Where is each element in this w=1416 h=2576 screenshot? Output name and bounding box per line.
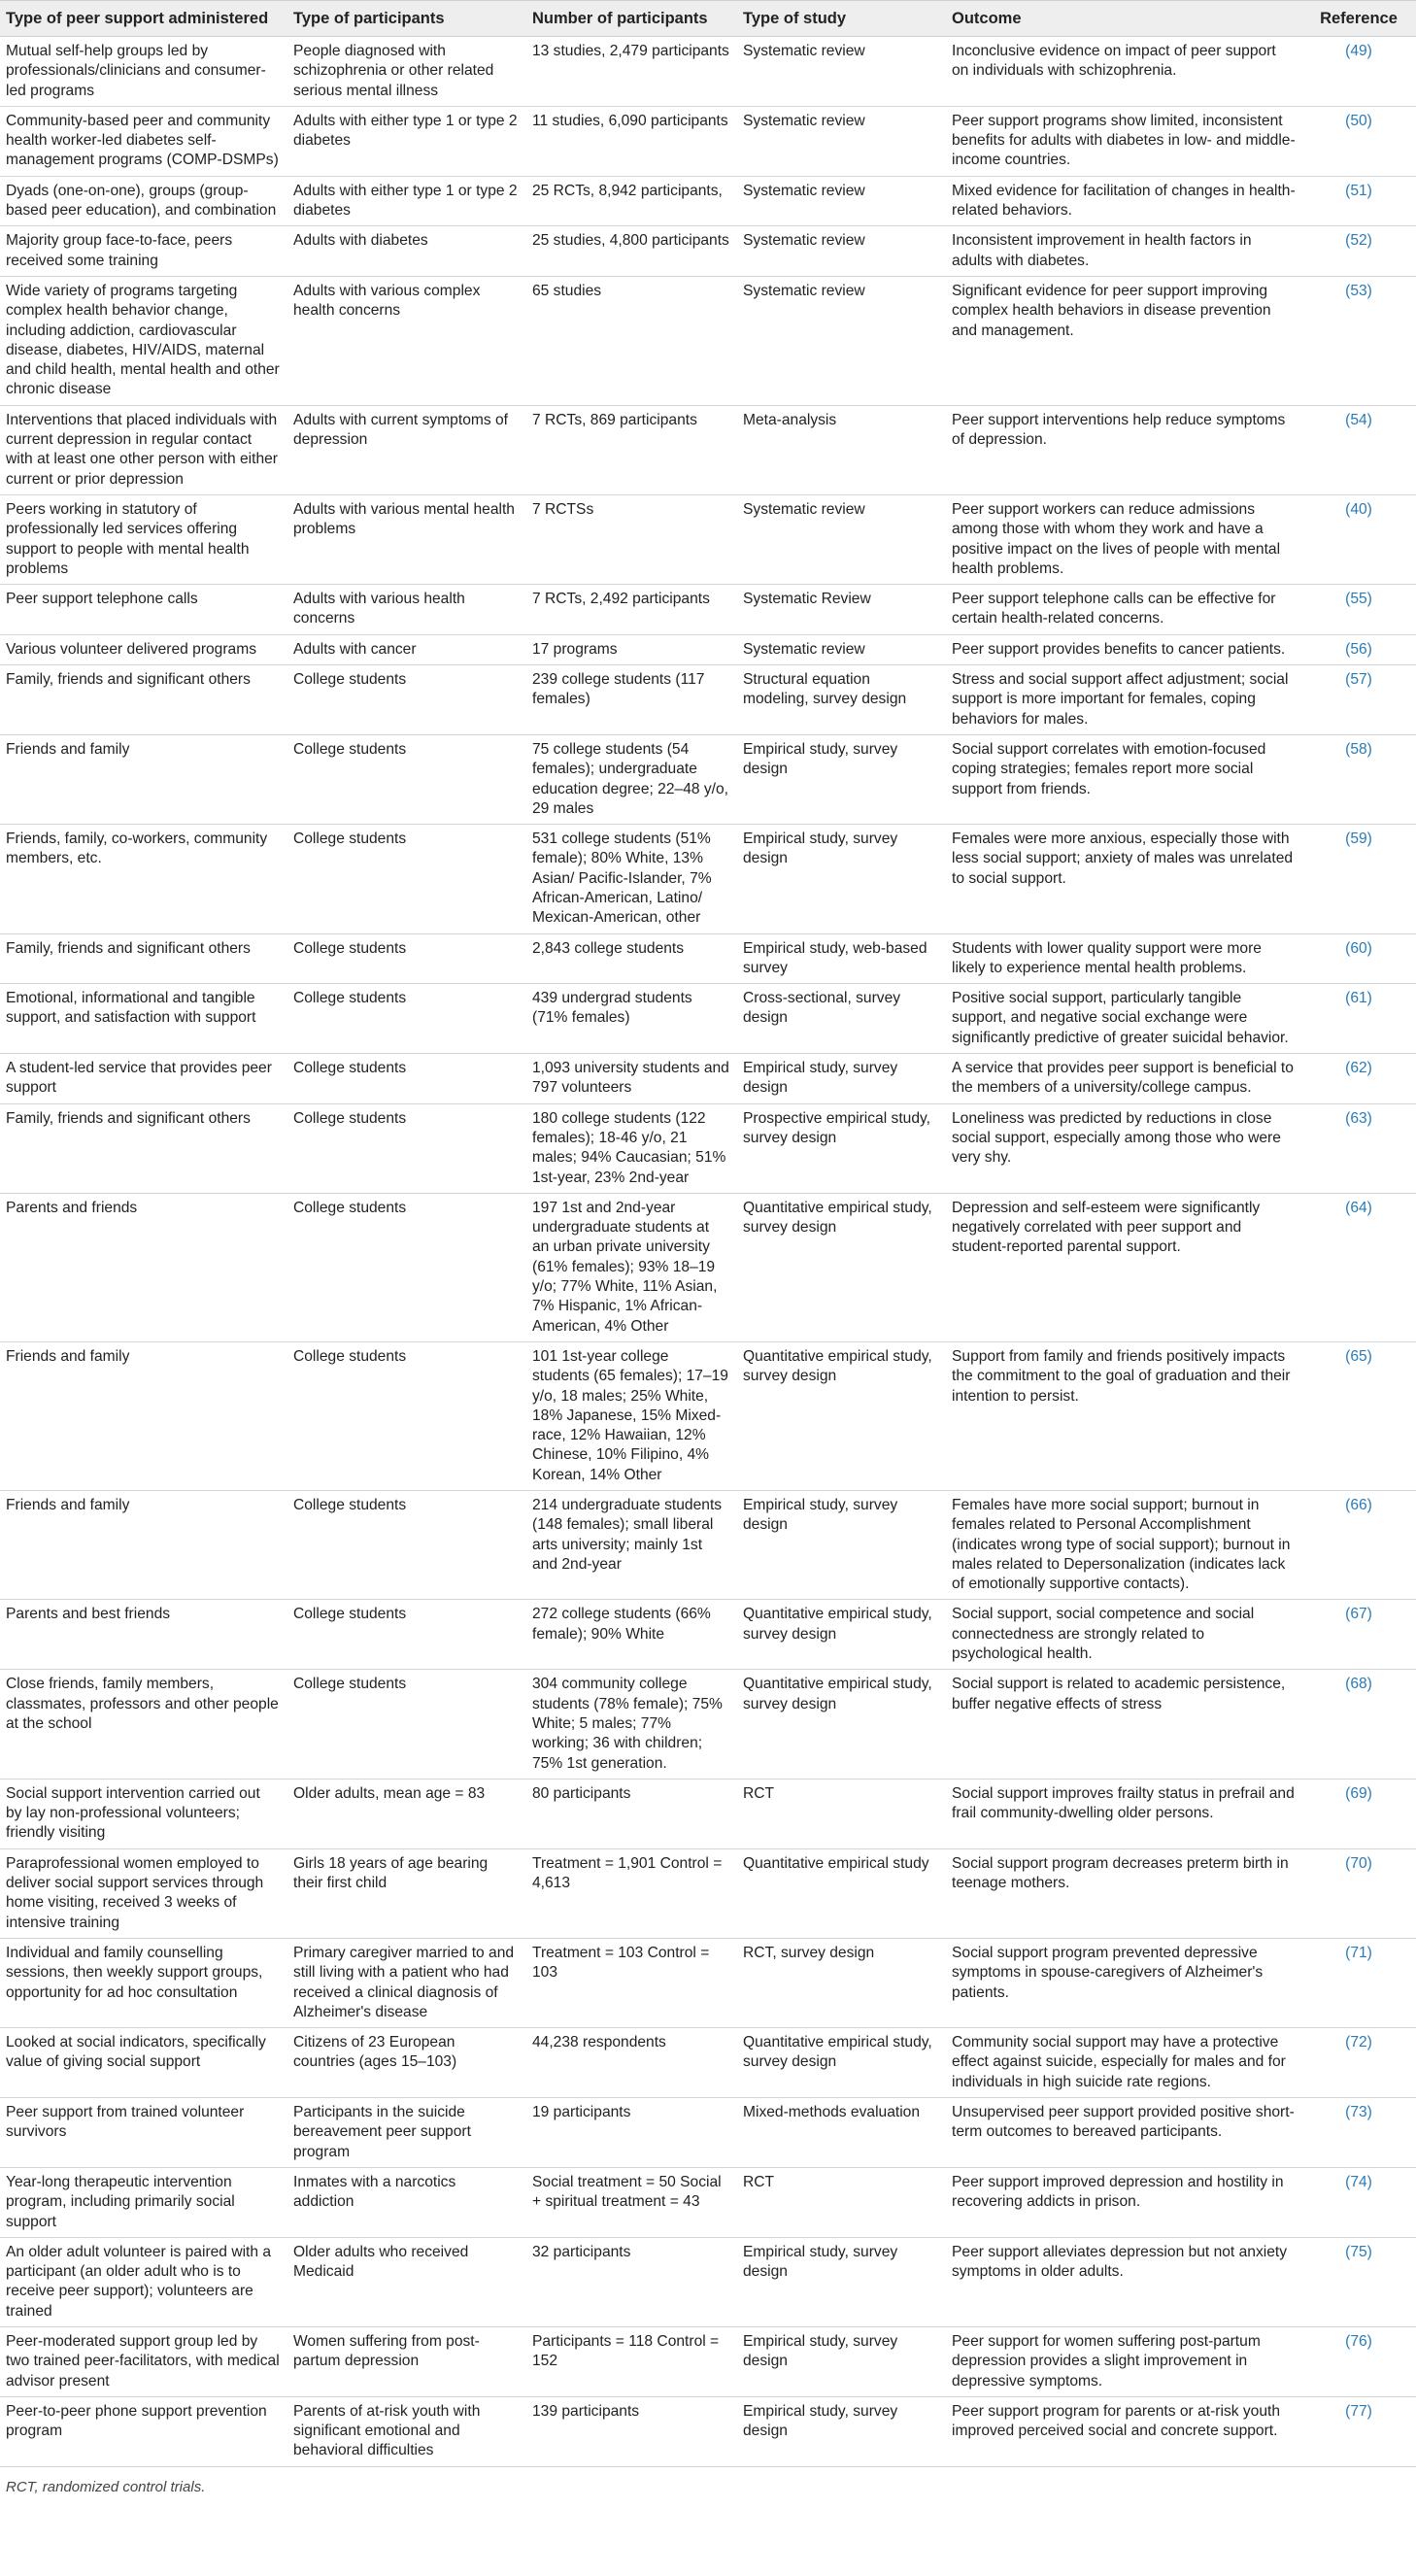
cell-outcome: Peer support program for parents or at-risk youth improved perceived social and concrete support. <box>946 2396 1303 2466</box>
cell-participant-type: College students <box>287 1491 526 1600</box>
cell-peer-support-type: Various volunteer delivered programs <box>0 634 287 664</box>
cell-participant-type: College students <box>287 1341 526 1490</box>
cell-participant-type: Adults with various health concerns <box>287 585 526 635</box>
table-row <box>0 176 1416 226</box>
cell-study-type: Quantitative empirical study, survey design <box>737 1670 946 1779</box>
cell-participant-type: Adults with either type 1 or type 2 diabetes <box>287 176 526 226</box>
cell-reference[interactable]: (59) <box>1303 825 1416 933</box>
cell-peer-support-type: Peer-moderated support group led by two trained peer-facilitators, with medical advisor present <box>0 2326 287 2396</box>
cell-peer-support-type: Peer support from trained volunteer survivors <box>0 2098 287 2168</box>
cell-participant-count: 2,843 college students <box>526 933 737 984</box>
cell-reference[interactable]: (40) <box>1303 494 1416 584</box>
cell-participant-type: Primary caregiver married to and still living with a patient who had received a clinical diagnosis of Alzheimer's disease <box>287 1938 526 2027</box>
header-participant-count: Number of participants <box>526 1 737 37</box>
cell-participant-count: 272 college students (66% female); 90% White <box>526 1600 737 1670</box>
cell-participant-type: Adults with various mental health problems <box>287 494 526 584</box>
cell-participant-count: 214 undergraduate students (148 females); small liberal arts university; mainly 1st and 2nd-year <box>526 1491 737 1600</box>
cell-outcome: Positive social support, particularly tangible support, and negative social exchange were significantly predictive of greater suicidal behavior. <box>946 984 1303 1054</box>
cell-participant-count: 304 community college students (78% female); 75% White; 5 males; 77% working; 36 with children; 75% 1st generation. <box>526 1670 737 1779</box>
cell-participant-type: Adults with diabetes <box>287 226 526 277</box>
cell-study-type: Cross-sectional, survey design <box>737 984 946 1054</box>
cell-peer-support-type: Paraprofessional women employed to deliver social support services through home visiting, received 3 weeks of intensive training <box>0 1848 287 1938</box>
cell-reference[interactable]: (68) <box>1303 1670 1416 1779</box>
cell-outcome: Peer support for women suffering post-partum depression provides a slight improvement in depressive symptoms. <box>946 2326 1303 2396</box>
cell-study-type: Empirical study, survey design <box>737 2237 946 2326</box>
cell-study-type: Mixed-methods evaluation <box>737 2098 946 2168</box>
cell-outcome: Peer support telephone calls can be effective for certain health-related concerns. <box>946 585 1303 635</box>
table-row <box>0 585 1416 635</box>
cell-reference[interactable]: (67) <box>1303 1600 1416 1670</box>
cell-participant-count: Participants = 118 Control = 152 <box>526 2326 737 2396</box>
cell-study-type: Quantitative empirical study, survey design <box>737 1193 946 1341</box>
cell-outcome: Community social support may have a protective effect against suicide, especially for males and for individuals in high suicide rate regions. <box>946 2028 1303 2098</box>
cell-participant-count: Treatment = 1,901 Control = 4,613 <box>526 1848 737 1938</box>
cell-peer-support-type: Social support intervention carried out by lay non-professional volunteers; friendly visiting <box>0 1779 287 1848</box>
table-row <box>0 2237 1416 2326</box>
cell-study-type: Structural equation modeling, survey design <box>737 665 946 735</box>
cell-peer-support-type: Peer-to-peer phone support prevention program <box>0 2396 287 2466</box>
cell-study-type: RCT <box>737 1779 946 1848</box>
table-row <box>0 933 1416 984</box>
cell-reference[interactable]: (58) <box>1303 734 1416 824</box>
cell-reference[interactable]: (73) <box>1303 2098 1416 2168</box>
cell-reference[interactable]: (54) <box>1303 405 1416 494</box>
cell-study-type: Prospective empirical study, survey design <box>737 1103 946 1193</box>
header-participant-type: Type of participants <box>287 1 526 37</box>
cell-reference[interactable]: (70) <box>1303 1848 1416 1938</box>
cell-participant-type: Adults with current symptoms of depression <box>287 405 526 494</box>
cell-participant-count: 13 studies, 2,479 participants <box>526 37 737 107</box>
table-row <box>0 2167 1416 2237</box>
header-peer-support-type: Type of peer support administered <box>0 1 287 37</box>
table-body <box>0 37 1416 2467</box>
cell-reference[interactable]: (62) <box>1303 1054 1416 1104</box>
cell-outcome: Females were more anxious, especially those with less social support; anxiety of males was unrelated to social support. <box>946 825 1303 933</box>
cell-reference[interactable]: (53) <box>1303 276 1416 405</box>
cell-study-type: Systematic review <box>737 176 946 226</box>
cell-reference[interactable]: (55) <box>1303 585 1416 635</box>
table-row <box>0 226 1416 277</box>
cell-participant-count: 7 RCTs, 2,492 participants <box>526 585 737 635</box>
cell-peer-support-type: Family, friends and significant others <box>0 665 287 735</box>
table-row <box>0 825 1416 933</box>
cell-participant-count: 19 participants <box>526 2098 737 2168</box>
cell-participant-type: College students <box>287 665 526 735</box>
cell-reference[interactable]: (52) <box>1303 226 1416 277</box>
cell-participant-count: 44,238 respondents <box>526 2028 737 2098</box>
cell-reference[interactable]: (56) <box>1303 634 1416 664</box>
cell-reference[interactable]: (51) <box>1303 176 1416 226</box>
cell-participant-count: 75 college students (54 females); undergraduate education degree; 22–48 y/o, 29 males <box>526 734 737 824</box>
cell-outcome: Peer support interventions help reduce symptoms of depression. <box>946 405 1303 494</box>
cell-outcome: Females have more social support; burnout in females related to Personal Accomplishment (indicates wrong type of social support); burnout in males related to Depersonalization (indicates lack of emotionally supportive contacts). <box>946 1491 1303 1600</box>
cell-participant-type: College students <box>287 1670 526 1779</box>
table-row <box>0 634 1416 664</box>
cell-outcome: Peer support workers can reduce admissions among those with whom they work and have a positive impact on the lives of people with mental health problems. <box>946 494 1303 584</box>
cell-study-type: Systematic review <box>737 226 946 277</box>
cell-outcome: Social support is related to academic persistence, buffer negative effects of stress <box>946 1670 1303 1779</box>
cell-participant-count: 17 programs <box>526 634 737 664</box>
cell-study-type: Systematic review <box>737 276 946 405</box>
cell-outcome: Peer support alleviates depression but not anxiety symptoms in older adults. <box>946 2237 1303 2326</box>
cell-outcome: Inconsistent improvement in health factors in adults with diabetes. <box>946 226 1303 277</box>
cell-study-type: Systematic review <box>737 634 946 664</box>
cell-participant-count: 25 RCTs, 8,942 participants, <box>526 176 737 226</box>
cell-participant-type: Inmates with a narcotics addiction <box>287 2167 526 2237</box>
cell-reference[interactable]: (60) <box>1303 933 1416 984</box>
cell-participant-type: Adults with either type 1 or type 2 diabetes <box>287 106 526 176</box>
cell-reference[interactable]: (63) <box>1303 1103 1416 1193</box>
cell-outcome: Social support program decreases preterm birth in teenage mothers. <box>946 1848 1303 1938</box>
cell-participant-type: College students <box>287 1054 526 1104</box>
cell-participant-type: Adults with various complex health concerns <box>287 276 526 405</box>
cell-reference[interactable]: (69) <box>1303 1779 1416 1848</box>
cell-study-type: Empirical study, survey design <box>737 734 946 824</box>
cell-peer-support-type: Dyads (one-on-one), groups (group-based peer education), and combination <box>0 176 287 226</box>
cell-outcome: A service that provides peer support is beneficial to the members of a university/college campus. <box>946 1054 1303 1104</box>
cell-reference[interactable]: (50) <box>1303 106 1416 176</box>
table-row <box>0 1491 1416 1600</box>
header-row <box>0 1 1416 37</box>
cell-participant-type: Women suffering from post-partum depression <box>287 2326 526 2396</box>
table-footnote: RCT, randomized control trials. <box>6 2478 206 2495</box>
cell-participant-count: 197 1st and 2nd-year undergraduate students at an urban private university (61% females); 93% 18–19 y/o; 77% White, 11% Asian, 7% Hispanic, 1% African-American, 4% Other <box>526 1193 737 1341</box>
header-study-type: Type of study <box>737 1 946 37</box>
table-row <box>0 494 1416 584</box>
cell-outcome: Stress and social support affect adjustment; social support is more important for females, coping behaviors for males. <box>946 665 1303 735</box>
cell-peer-support-type: Close friends, family members, classmates, professors and other people at the school <box>0 1670 287 1779</box>
table-row <box>0 1670 1416 1779</box>
cell-peer-support-type: An older adult volunteer is paired with a participant (an older adult who is to receive peer support); volunteers are trained <box>0 2237 287 2326</box>
cell-peer-support-type: Peers working in statutory of professionally led services offering support to people with mental health problems <box>0 494 287 584</box>
cell-reference[interactable]: (64) <box>1303 1193 1416 1341</box>
cell-peer-support-type: Family, friends and significant others <box>0 933 287 984</box>
table-row <box>0 276 1416 405</box>
cell-participant-count: 7 RCTs, 869 participants <box>526 405 737 494</box>
cell-study-type: Systematic Review <box>737 585 946 635</box>
cell-peer-support-type: Mutual self-help groups led by professionals/clinicians and consumer-led programs <box>0 37 287 107</box>
cell-study-type: Empirical study, survey design <box>737 2326 946 2396</box>
table-row <box>0 106 1416 176</box>
cell-reference[interactable]: (75) <box>1303 2237 1416 2326</box>
cell-participant-count: 139 participants <box>526 2396 737 2466</box>
cell-outcome: Loneliness was predicted by reductions in close social support, especially among those who were very shy. <box>946 1103 1303 1193</box>
cell-peer-support-type: Parents and friends <box>0 1193 287 1341</box>
cell-participant-type: College students <box>287 825 526 933</box>
cell-study-type: Quantitative empirical study <box>737 1848 946 1938</box>
cell-participant-count: 7 RCTSs <box>526 494 737 584</box>
cell-participant-count: 101 1st-year college students (65 females); 17–19 y/o, 18 males; 25% White, 18% Japanese, 15% Mixed-race, 12% Hawaiian, 12% Chinese, 10% Filipino, 4% Korean, 14% Other <box>526 1341 737 1490</box>
cell-reference[interactable]: (57) <box>1303 665 1416 735</box>
table-row <box>0 2326 1416 2396</box>
cell-outcome: Students with lower quality support were more likely to experience mental health problems. <box>946 933 1303 984</box>
table-row <box>0 734 1416 824</box>
cell-participant-type: People diagnosed with schizophrenia or other related serious mental illness <box>287 37 526 107</box>
header-outcome: Outcome <box>946 1 1303 37</box>
cell-peer-support-type: Friends, family, co-workers, community members, etc. <box>0 825 287 933</box>
table-row <box>0 37 1416 107</box>
cell-outcome: Support from family and friends positively impacts the commitment to the goal of graduation and their intention to persist. <box>946 1341 1303 1490</box>
cell-outcome: Peer support provides benefits to cancer patients. <box>946 634 1303 664</box>
cell-peer-support-type: Family, friends and significant others <box>0 1103 287 1193</box>
table-row <box>0 1600 1416 1670</box>
cell-participant-count: 239 college students (117 females) <box>526 665 737 735</box>
cell-outcome: Inconclusive evidence on impact of peer support on individuals with schizophrenia. <box>946 37 1303 107</box>
cell-participant-count: 180 college students (122 females); 18-46 y/o, 21 males; 94% Caucasian; 51% 1st-year, 23% 2nd-year <box>526 1103 737 1193</box>
cell-participant-type: College students <box>287 1103 526 1193</box>
cell-outcome: Social support, social competence and social connectedness are strongly related to psychological health. <box>946 1600 1303 1670</box>
cell-participant-type: College students <box>287 984 526 1054</box>
cell-peer-support-type: Looked at social indicators, specifically value of giving social support <box>0 2028 287 2098</box>
cell-outcome: Peer support programs show limited, inconsistent benefits for adults with diabetes in low- and middle-income countries. <box>946 106 1303 176</box>
table-row <box>0 1193 1416 1341</box>
table-row <box>0 405 1416 494</box>
cell-study-type: Quantitative empirical study, survey design <box>737 1341 946 1490</box>
table-row <box>0 665 1416 735</box>
cell-reference[interactable]: (71) <box>1303 1938 1416 2027</box>
cell-outcome: Depression and self-esteem were significantly negatively correlated with peer support and student-reported parental support. <box>946 1193 1303 1341</box>
cell-participant-count: 65 studies <box>526 276 737 405</box>
table-row <box>0 1341 1416 1490</box>
table-row <box>0 1779 1416 1848</box>
cell-study-type: Systematic review <box>737 494 946 584</box>
cell-participant-type: Older adults who received Medicaid <box>287 2237 526 2326</box>
cell-participant-type: Older adults, mean age = 83 <box>287 1779 526 1848</box>
cell-peer-support-type: Emotional, informational and tangible support, and satisfaction with support <box>0 984 287 1054</box>
cell-participant-count: 439 undergrad students (71% females) <box>526 984 737 1054</box>
table-row <box>0 1848 1416 1938</box>
cell-outcome: Unsupervised peer support provided positive short-term outcomes to bereaved participants. <box>946 2098 1303 2168</box>
cell-outcome: Social support correlates with emotion-focused coping strategies; females report more social support from friends. <box>946 734 1303 824</box>
table-row <box>0 1054 1416 1104</box>
table-row <box>0 1103 1416 1193</box>
cell-peer-support-type: Peer support telephone calls <box>0 585 287 635</box>
cell-peer-support-type: Wide variety of programs targeting complex health behavior change, including addiction, cardiovascular disease, diabetes, HIV/AIDS, maternal and child health, mental health and other chronic disease <box>0 276 287 405</box>
cell-reference[interactable]: (76) <box>1303 2326 1416 2396</box>
cell-participant-count: Social treatment = 50 Social + spiritual treatment = 43 <box>526 2167 737 2237</box>
cell-study-type: Meta-analysis <box>737 405 946 494</box>
cell-reference[interactable]: (65) <box>1303 1341 1416 1490</box>
table-row <box>0 2098 1416 2168</box>
cell-peer-support-type: Year-long therapeutic intervention program, including primarily social support <box>0 2167 287 2237</box>
cell-study-type: Empirical study, survey design <box>737 1054 946 1104</box>
cell-participant-type: Adults with cancer <box>287 634 526 664</box>
cell-peer-support-type: Individual and family counselling sessions, then weekly support groups, opportunity for ad hoc consultation <box>0 1938 287 2027</box>
cell-study-type: Empirical study, survey design <box>737 2396 946 2466</box>
cell-reference[interactable]: (74) <box>1303 2167 1416 2237</box>
cell-participant-count: 80 participants <box>526 1779 737 1848</box>
cell-participant-count: 11 studies, 6,090 participants <box>526 106 737 176</box>
cell-reference[interactable]: (72) <box>1303 2028 1416 2098</box>
table-row <box>0 2028 1416 2098</box>
cell-study-type: Empirical study, web-based survey <box>737 933 946 984</box>
cell-study-type: Systematic review <box>737 106 946 176</box>
cell-study-type: Quantitative empirical study, survey design <box>737 1600 946 1670</box>
cell-outcome: Social support program prevented depressive symptoms in spouse-caregivers of Alzheimer's patients. <box>946 1938 1303 2027</box>
cell-study-type: RCT <box>737 2167 946 2237</box>
cell-participant-type: Parents of at-risk youth with significant emotional and behavioral difficulties <box>287 2396 526 2466</box>
cell-peer-support-type: Interventions that placed individuals with current depression in regular contact with at least one other person with either current or prior depression <box>0 405 287 494</box>
table-row <box>0 984 1416 1054</box>
cell-peer-support-type: Friends and family <box>0 734 287 824</box>
table-row <box>0 2396 1416 2466</box>
cell-participant-type: Participants in the suicide bereavement peer support program <box>287 2098 526 2168</box>
cell-peer-support-type: Community-based peer and community health worker-led diabetes self-management programs (COMP-DSMPs) <box>0 106 287 176</box>
header-reference: Reference <box>1303 1 1416 37</box>
cell-reference[interactable]: (61) <box>1303 984 1416 1054</box>
cell-outcome: Significant evidence for peer support improving complex health behaviors in disease prevention and management. <box>946 276 1303 405</box>
cell-participant-count: 1,093 university students and 797 volunteers <box>526 1054 737 1104</box>
cell-outcome: Mixed evidence for facilitation of changes in health-related behaviors. <box>946 176 1303 226</box>
cell-participant-type: Girls 18 years of age bearing their first child <box>287 1848 526 1938</box>
cell-participant-count: Treatment = 103 Control = 103 <box>526 1938 737 2027</box>
cell-participant-count: 25 studies, 4,800 participants <box>526 226 737 277</box>
cell-study-type: Empirical study, survey design <box>737 1491 946 1600</box>
cell-peer-support-type: A student-led service that provides peer support <box>0 1054 287 1104</box>
cell-study-type: Empirical study, survey design <box>737 825 946 933</box>
cell-participant-type: College students <box>287 1600 526 1670</box>
cell-outcome: Peer support improved depression and hostility in recovering addicts in prison. <box>946 2167 1303 2237</box>
cell-participant-type: Citizens of 23 European countries (ages 15–103) <box>287 2028 526 2098</box>
cell-study-type: RCT, survey design <box>737 1938 946 2027</box>
cell-reference[interactable]: (66) <box>1303 1491 1416 1600</box>
cell-participant-count: 32 participants <box>526 2237 737 2326</box>
cell-peer-support-type: Friends and family <box>0 1491 287 1600</box>
cell-study-type: Systematic review <box>737 37 946 107</box>
cell-participant-type: College students <box>287 734 526 824</box>
cell-outcome: Social support improves frailty status in prefrail and frail community-dwelling older persons. <box>946 1779 1303 1848</box>
cell-study-type: Quantitative empirical study, survey design <box>737 2028 946 2098</box>
cell-reference[interactable]: (49) <box>1303 37 1416 107</box>
cell-participant-type: College students <box>287 933 526 984</box>
cell-peer-support-type: Parents and best friends <box>0 1600 287 1670</box>
cell-reference[interactable]: (77) <box>1303 2396 1416 2466</box>
cell-peer-support-type: Majority group face-to-face, peers received some training <box>0 226 287 277</box>
table-header <box>0 1 1416 37</box>
cell-participant-type: College students <box>287 1193 526 1341</box>
cell-participant-count: 531 college students (51% female); 80% White, 13% Asian/ Pacific-Islander, 7% African-American, Latino/ Mexican-American, other <box>526 825 737 933</box>
cell-peer-support-type: Friends and family <box>0 1341 287 1490</box>
table-row <box>0 1938 1416 2027</box>
